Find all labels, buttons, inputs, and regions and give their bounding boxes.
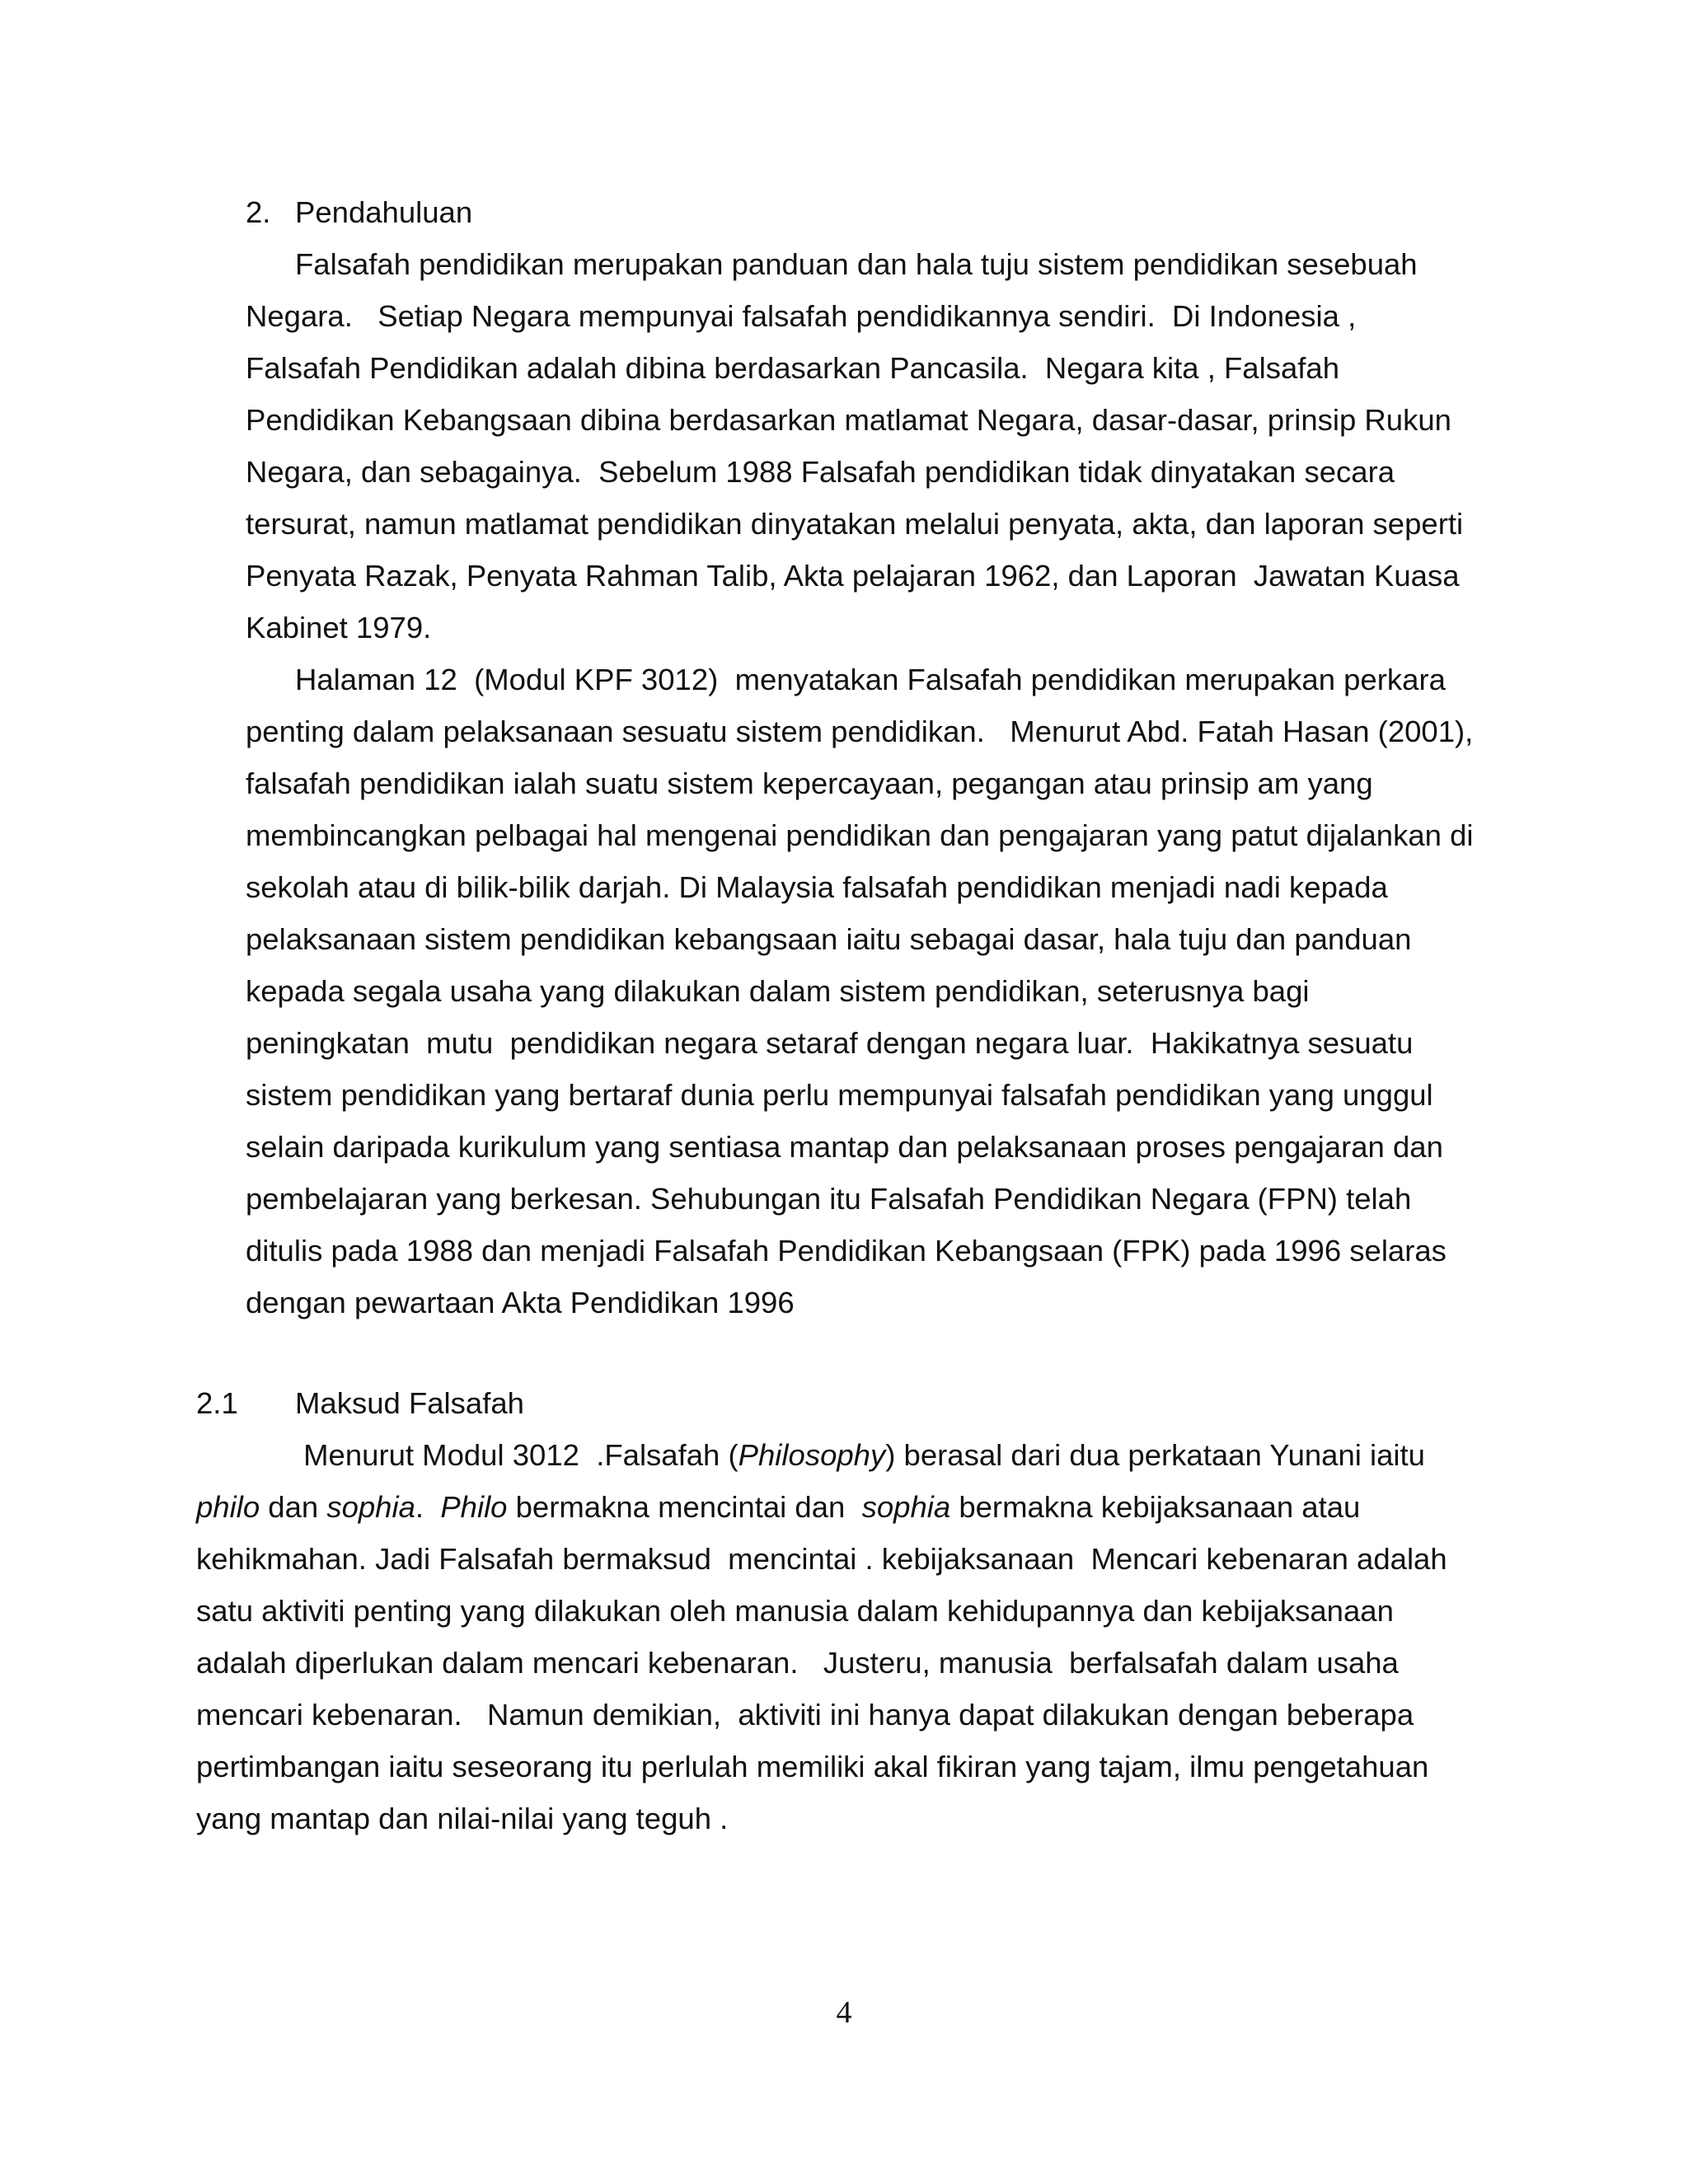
text-run: Menurut Modul 3012 .Falsafah (: [295, 1438, 738, 1472]
text-line: ditulis pada 1988 dan menjadi Falsafah Pendidikan Kebangsaan (FPK) pada 1996 selaras: [246, 1234, 1447, 1268]
text-line: sekolah atau di bilik-bilik darjah. Di Malaysia falsafah pendidikan menjadi nadi kepada: [246, 870, 1388, 904]
text-line: Falsafah Pendidikan adalah dibina berdasarkan Pancasila. Negara kita , Falsafah: [246, 351, 1339, 385]
text-line: dengan pewartaan Akta Pendidikan 1996: [246, 1286, 795, 1319]
section-number: 2.: [246, 195, 271, 229]
text-line: kehikmahan. Jadi Falsafah bermaksud mencintai . kebijaksanaan Mencari kebenaran adalah: [196, 1542, 1447, 1576]
text-line: kepada segala usaha yang dilakukan dalam sistem pendidikan, seterusnya bagi: [246, 974, 1310, 1008]
text-line: falsafah pendidikan ialah suatu sistem kepercayaan, pegangan atau prinsip am yang: [246, 766, 1373, 800]
text-run: bermakna mencintai dan: [507, 1490, 862, 1524]
subsection-number: 2.1: [196, 1386, 238, 1420]
text-line: Falsafah pendidikan merupakan panduan dan hala tuju sistem pendidikan sesebuah: [295, 247, 1418, 281]
text-run: dan: [260, 1490, 327, 1524]
subsection-title: Maksud Falsafah: [295, 1386, 524, 1420]
text-line: [196, 1489, 1360, 1526]
text-line: Pendidikan Kebangsaan dibina berdasarkan matlamat Negara, dasar-dasar, prinsip Rukun: [246, 403, 1451, 437]
text-run: ) berasal dari dua perkataan Yunani iaitu: [885, 1438, 1425, 1472]
text-line: [295, 1437, 1425, 1474]
text-line: pertimbangan iaitu seseorang itu perlulah memiliki akal fikiran yang tajam, ilmu pengetahuan: [196, 1750, 1429, 1783]
italic-term: sophia: [861, 1490, 951, 1524]
italic-term: Philosophy: [738, 1438, 886, 1472]
text-line: penting dalam pelaksanaan sesuatu sistem pendidikan. Menurut Abd. Fatah Hasan (2001),: [246, 715, 1474, 748]
text-line: pembelajaran yang berkesan. Sehubungan itu Falsafah Pendidikan Negara (FPN) telah: [246, 1182, 1412, 1216]
text-line: Negara. Setiap Negara mempunyai falsafah pendidikannya sendiri. Di Indonesia ,: [246, 299, 1357, 333]
text-line: yang mantap dan nilai-nilai yang teguh .: [196, 1802, 729, 1835]
text-run: .: [415, 1490, 441, 1524]
text-line: sistem pendidikan yang bertaraf dunia perlu mempunyai falsafah pendidikan yang unggul: [246, 1078, 1433, 1112]
text-line: satu aktiviti penting yang dilakukan oleh manusia dalam kehidupannya dan kebijaksanaan: [196, 1594, 1394, 1628]
text-run: bermakna kebijaksanaan atau: [950, 1490, 1361, 1524]
text-line: Halaman 12 (Modul KPF 3012) menyatakan Falsafah pendidikan merupakan perkara: [295, 663, 1446, 696]
italic-term: sophia: [326, 1490, 415, 1524]
text-line: Penyata Razak, Penyata Rahman Talib, Akta pelajaran 1962, dan Laporan Jawatan Kuasa: [246, 559, 1460, 593]
text-line: adalah diperlukan dalam mencari kebenaran. Justeru, manusia berfalsafah dalam usaha: [196, 1646, 1399, 1680]
text-line: tersurat, namun matlamat pendidikan dinyatakan melalui penyata, akta, dan laporan seperti: [246, 507, 1464, 541]
text-line: selain daripada kurikulum yang sentiasa mantap dan pelaksanaan proses pengajaran dan: [246, 1130, 1443, 1164]
italic-term: philo: [196, 1490, 260, 1524]
text-line: peningkatan mutu pendidikan negara setaraf dengan negara luar. Hakikatnya sesuatu: [246, 1026, 1414, 1060]
text-line: Kabinet 1979.: [246, 611, 432, 644]
page-number: 4: [836, 1995, 852, 2030]
italic-term: Philo: [440, 1490, 508, 1524]
text-line: Negara, dan sebagainya. Sebelum 1988 Falsafah pendidikan tidak dinyatakan secara: [246, 455, 1395, 489]
text-line: mencari kebenaran. Namun demikian, aktiviti ini hanya dapat dilakukan dengan beberapa: [196, 1698, 1414, 1732]
text-line: membincangkan pelbagai hal mengenai pendidikan dan pengajaran yang patut dijalankan di: [246, 818, 1474, 852]
section-title: Pendahuluan: [295, 195, 473, 229]
text-line: pelaksanaan sistem pendidikan kebangsaan iaitu sebagai dasar, hala tuju dan panduan: [246, 922, 1412, 956]
